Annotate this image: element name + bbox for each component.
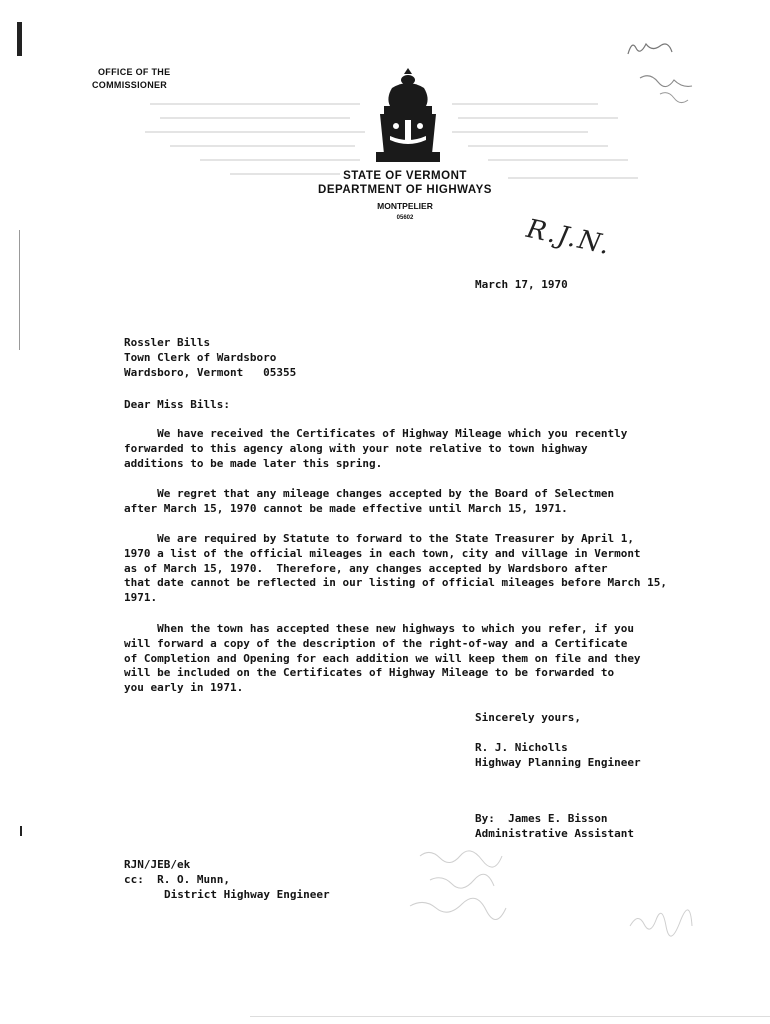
state-name: STATE OF VERMONT [343,170,467,182]
department-name: DEPARTMENT OF HIGHWAYS [318,184,492,196]
salutation: Dear Miss Bills: [124,398,230,411]
by-line-name: By: James E. Bisson [475,812,608,825]
cc-label: cc: [124,872,144,886]
recipient-title: Town Clerk of Wardsboro [124,350,277,364]
reference-block [124,858,330,902]
state-seal-icon [372,66,444,168]
recipient-block [124,336,296,380]
closing: Sincerely yours, [475,711,581,724]
department-header [300,170,510,223]
signer-title: Highway Planning Engineer [475,755,641,769]
signer-name: R. J. Nicholls [475,740,568,754]
handwritten-initials: R.J.N. [523,214,614,262]
cc-title: District Highway Engineer [164,887,330,901]
letter-date: March 17, 1970 [475,278,568,291]
paragraph-3: We are required by Statute to forward to the State Treasurer by April 1, 1970 a list of the official mileages in each town, city and village in Vermont as of March 15, 1970. Therefore, any changes accepted by Wardsboro after that date cannot be reflected in our listing of official mileages before March 15, 1971. [124,532,668,605]
cc-name: R. O. Munn, [157,872,230,886]
by-line-title: Administrative Assistant [475,826,634,840]
office-block [92,66,170,92]
scan-edge-mark [17,22,22,56]
scan-edge-line [19,230,20,350]
office-line-1: OFFICE OF THE [98,67,171,77]
signature-block [475,711,641,770]
paragraph-4: When the town has accepted these new highways to which you refer, if you will forward a copy of the description of the right-of-way and a Certificate of Completion and Opening for each addition we will keep them on file and they will be included on the Certificates of Highway Mileage to be forwarded to you early in 1971. [124,622,641,695]
handwritten-scribble [610,20,700,110]
reference-initials: RJN/JEB/ek [124,858,191,871]
paragraph-2: We regret that any mileage changes accepted by the Board of Selectmen after March 15, 1970 cannot be made effective until March 15, 1971. [124,487,615,515]
bottom-rule [250,1016,770,1017]
zip-code: 05602 [396,215,414,221]
recipient-address: Wardsboro, Vermont 05355 [124,365,297,379]
recipient-name: Rossler Bills [124,336,211,349]
office-line-2: COMMISSIONER [92,80,168,90]
city-name: MONTPELIER [377,201,433,211]
faint-handwriting [400,836,760,956]
scan-edge-tick [20,826,22,836]
paragraph-1: We have received the Certificates of Highway Mileage which you recently forwarded to this agency along with your note relative to town highway additions to be made later this spring. [124,427,628,470]
